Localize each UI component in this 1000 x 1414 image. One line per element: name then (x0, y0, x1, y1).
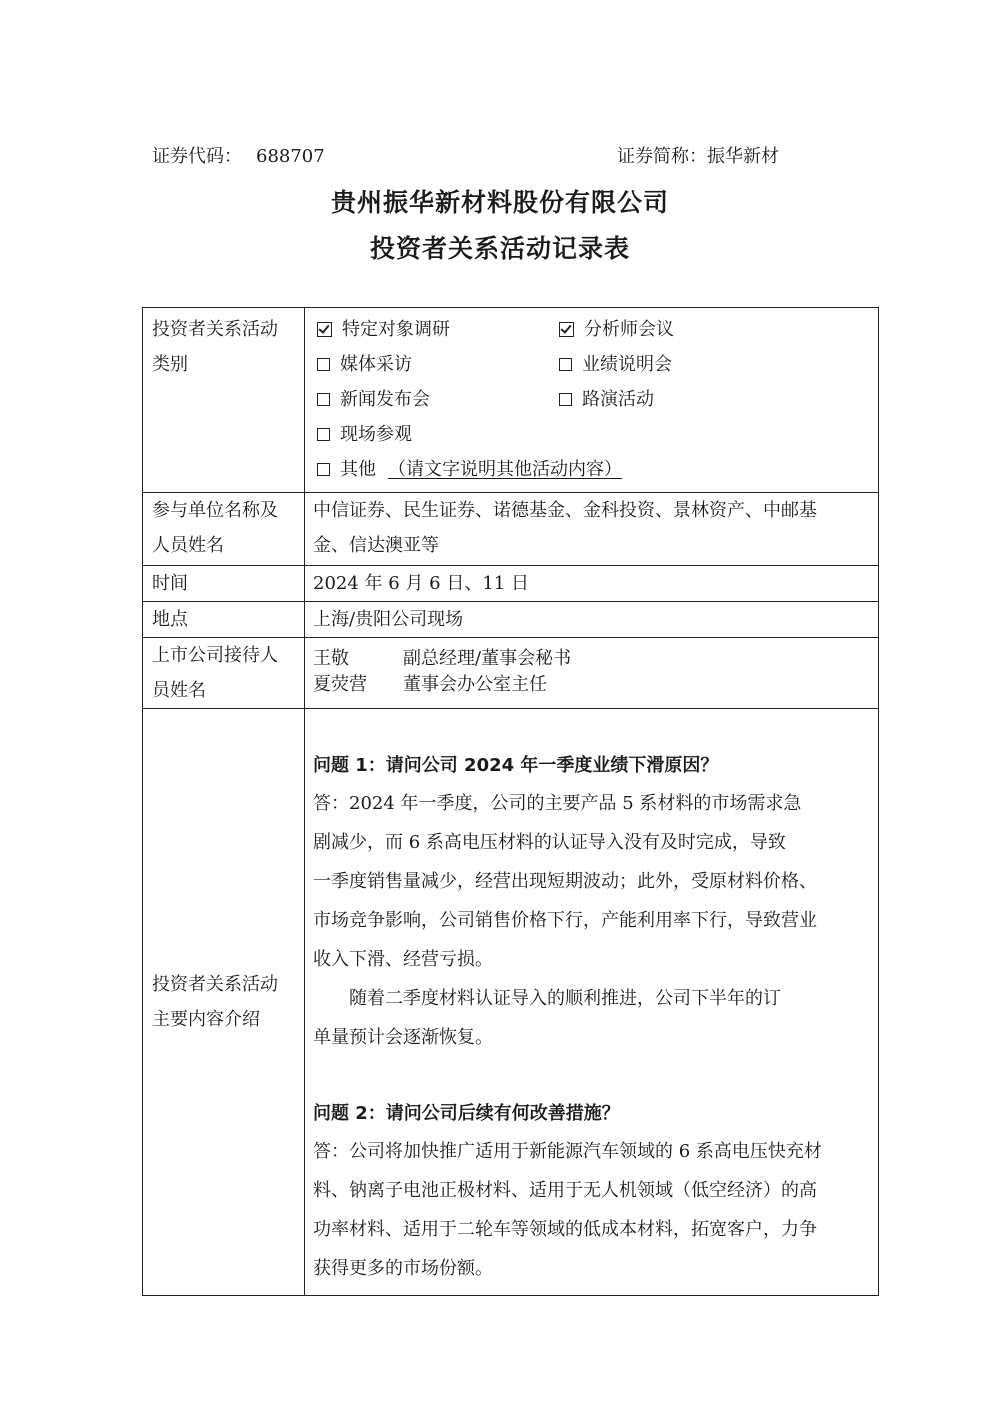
record-table (142, 307, 879, 1296)
option-other[interactable] (317, 452, 622, 487)
time-label-text: 时间 (152, 573, 188, 594)
row-location (143, 602, 879, 638)
option-label: 新闻发布会 (340, 389, 430, 410)
category-options (305, 308, 879, 493)
row-time (143, 566, 879, 602)
content-label-line-2: 主要内容介绍 (152, 1009, 260, 1030)
row-category (143, 308, 879, 493)
reception-label (143, 638, 305, 709)
checked-box-icon[interactable] (559, 322, 574, 337)
category-label (143, 308, 305, 493)
category-label-line-1: 投资者关系活动 (152, 319, 278, 340)
participants-line-1: 中信证券、民生证券、诺德基金、金科投资、景林资产、中邮基 (313, 500, 817, 521)
location-label (143, 602, 305, 638)
staff-name: 夏荧营 (313, 674, 367, 695)
answer-1 (313, 784, 870, 1057)
option-label: 特定对象调研 (342, 319, 450, 340)
participants-line-2: 金、信达澳亚等 (313, 535, 439, 556)
document-title: 投资者关系活动记录表 (369, 234, 630, 263)
option-media-interview[interactable] (317, 347, 559, 382)
other-note: （请文字说明其他活动内容） (388, 459, 622, 480)
category-label-line-2: 类别 (152, 354, 188, 375)
answer-1-line: 单量预计会逐渐恢复。 (313, 1027, 493, 1048)
row-reception (143, 638, 879, 709)
answer-2-line: 功率材料、适用于二轮车等领域的低成本材料，拓宽客户，力争 (313, 1219, 817, 1240)
question-1: 问题 1：请问公司 2024 年一季度业绩下滑原因？ (313, 755, 719, 776)
participants-label-line-2: 人员姓名 (152, 535, 224, 556)
option-specific-research[interactable] (317, 312, 559, 347)
answer-1-line: 市场竞争影响，公司销售价格下行，产能利用率下行，导致营业 (313, 910, 817, 931)
option-label: 媒体采访 (340, 354, 412, 375)
row-participants (143, 493, 879, 566)
reception-label-line-2: 员姓名 (152, 680, 206, 701)
answer-2-line: 获得更多的市场份额。 (313, 1258, 493, 1279)
row-content (143, 709, 879, 1296)
answer-2-line: 答：公司将加快推广适用于新能源汽车领域的 6 系高电压快充材 (313, 1141, 822, 1162)
participants-value (305, 493, 879, 566)
participants-label (143, 493, 305, 566)
content-label (143, 709, 305, 1296)
answer-2-line: 料、钠离子电池正极材料、适用于无人机领域（低空经济）的高 (313, 1180, 817, 1201)
stock-code-label: 证券代码： (152, 146, 242, 167)
time-label (143, 566, 305, 602)
time-value-text: 2024 年 6 月 6 日、11 日 (313, 573, 529, 594)
answer-1-line: 剧减少，而 6 系高电压材料的认证导入没有及时完成，导致 (313, 832, 786, 853)
checked-box-icon[interactable] (317, 322, 332, 337)
option-site-visit[interactable] (317, 417, 559, 452)
reception-value (305, 638, 879, 709)
option-analyst-meeting[interactable] (559, 312, 674, 347)
option-label: 其他 (340, 459, 376, 480)
option-earnings-call[interactable] (559, 347, 672, 382)
unchecked-box-icon[interactable] (317, 428, 330, 441)
location-value-text: 上海/贵阳公司现场 (313, 609, 464, 630)
unchecked-box-icon[interactable] (317, 358, 330, 371)
stock-code-value: 688707 (256, 146, 325, 167)
staff-entry (313, 646, 870, 672)
staff-name: 王敬 (313, 648, 349, 669)
location-value (305, 602, 879, 638)
stock-abbr-value: 振华新材 (707, 146, 779, 167)
content-body (305, 709, 879, 1296)
answer-2 (313, 1132, 870, 1288)
stock-abbr (617, 142, 779, 168)
stock-code (152, 142, 325, 168)
participants-label-line-1: 参与单位名称及 (152, 500, 278, 521)
unchecked-box-icon[interactable] (317, 393, 330, 406)
location-label-text: 地点 (152, 609, 188, 630)
staff-title: 董事会办公室主任 (403, 674, 547, 695)
staff-title: 副总经理/董事会秘书 (403, 648, 572, 669)
unchecked-box-icon[interactable] (317, 463, 330, 476)
staff-entry (313, 672, 870, 698)
question-2: 问题 2：请问公司后续有何改善措施？ (313, 1103, 620, 1124)
answer-1-line: 随着二季度材料认证导入的顺利推进，公司下半年的订 (349, 988, 781, 1009)
unchecked-box-icon[interactable] (559, 393, 572, 406)
answer-1-line: 答：2024 年一季度，公司的主要产品 5 系材料的市场需求急 (313, 793, 802, 814)
time-value (305, 566, 879, 602)
content-label-line-1: 投资者关系活动 (152, 974, 278, 995)
option-roadshow[interactable] (559, 382, 654, 417)
reception-label-line-1: 上市公司接待人 (152, 645, 278, 666)
company-title: 贵州振华新材料股份有限公司 (330, 188, 669, 217)
answer-1-line: 一季度销售量减少，经营出现短期波动；此外，受原材料价格、 (313, 871, 817, 892)
option-press-conference[interactable] (317, 382, 559, 417)
option-label: 分析师会议 (584, 319, 674, 340)
option-label: 业绩说明会 (582, 354, 672, 375)
stock-abbr-label: 证券简称： (617, 146, 707, 167)
unchecked-box-icon[interactable] (559, 358, 572, 371)
answer-1-line: 收入下滑、经营亏损。 (313, 949, 493, 970)
option-label: 现场参观 (340, 424, 412, 445)
option-label: 路演活动 (582, 389, 654, 410)
